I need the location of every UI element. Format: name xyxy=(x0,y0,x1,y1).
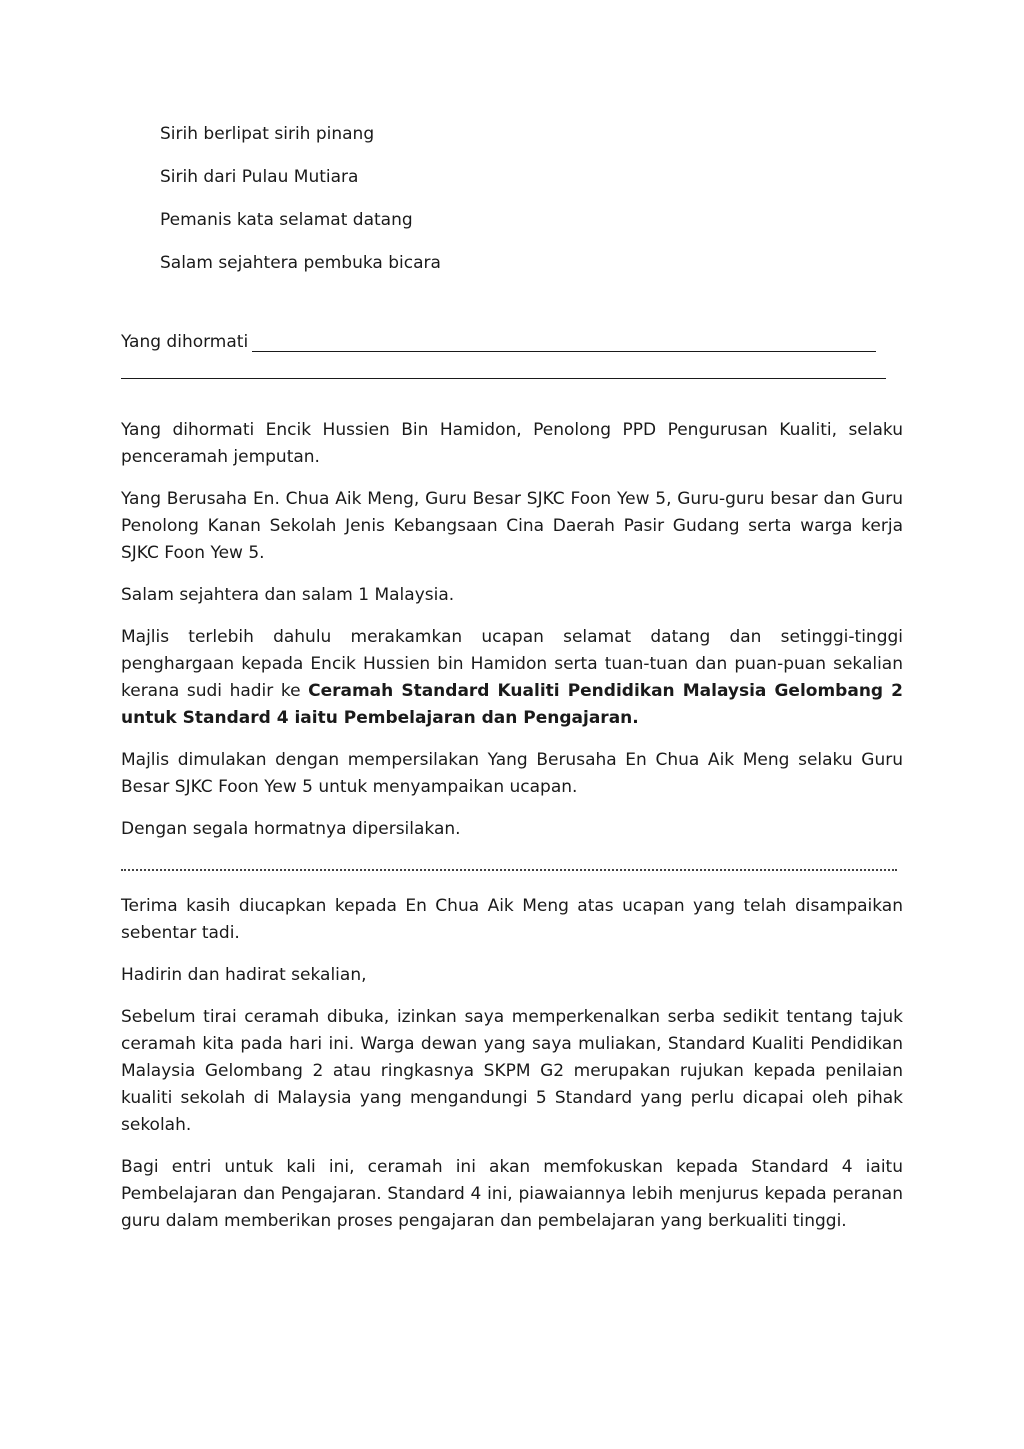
pantun-line-1: Sirih berlipat sirih pinang xyxy=(160,124,375,144)
salutation-label: Yang dihormati xyxy=(121,332,249,352)
paragraph-audience: Hadirin dan hadirat sekalian, xyxy=(121,965,367,985)
paragraph-welcome-title: Ceramah Standard Kualiti Pendidikan Malaysia Gelombang 2 untuk Standard 4 iaitu Pembelajaran dan Pengajaran. xyxy=(121,681,904,728)
salutation-blank-line xyxy=(252,345,876,352)
pantun-line-4: Salam sejahtera pembuka bicara xyxy=(160,253,441,273)
paragraph-greeting: Salam sejahtera dan salam 1 Malaysia. xyxy=(121,585,455,605)
pantun-line-3: Pemanis kata selamat datang xyxy=(160,210,413,230)
paragraph-guest-speaker: Yang dihormati Encik Hussien Bin Hamidon, Penolong PPD Pengurusan Kualiti, selaku penceramah jemputan. xyxy=(121,420,903,467)
pantun-verse xyxy=(160,120,903,292)
paragraph-welcome-text: Majlis terlebih dahulu merakamkan ucapan selamat datang dan setinggi-tinggi penghargaan kepada Encik Hussien bin Hamidon serta tuan-tuan dan puan-puan sekalian kerana sudi hadir ke xyxy=(121,627,903,701)
paragraph-invitation: Majlis dimulakan dengan mempersilakan Yang Berusaha En Chua Aik Meng selaku Guru Besar SJKC Foon Yew 5 untuk menyampaikan ucapan. xyxy=(121,750,903,797)
paragraph-introduction: Sebelum tirai ceramah dibuka, izinkan saya memperkenalkan serba sedikit tentang tajuk ceramah kita pada hari ini. Warga dewan yang saya muliakan, Standard Kualiti Pendidikan Malaysia Gelombang 2 atau ringkasnya SKPM G2 merupakan rujukan kepada penilaian kualiti sekolah di Malaysia yang mengandungi 5 Standard yang perlu dicapai oleh pihak sekolah. xyxy=(121,1007,903,1135)
paragraph-thanks: Terima kasih diucapkan kepada En Chua Aik Meng atas ucapan yang telah disampaikan sebentar tadi. xyxy=(121,896,903,943)
blank-fill-line xyxy=(121,372,886,379)
dotted-separator xyxy=(121,857,897,871)
document-body xyxy=(121,120,903,1235)
salutation-row xyxy=(121,328,903,356)
paragraph-invitation-closing: Dengan segala hormatnya dipersilakan. xyxy=(121,819,461,839)
paragraph-welcome xyxy=(121,624,903,732)
paragraph-standard-4: Bagi entri untuk kali ini, ceramah ini akan memfokuskan kepada Standard 4 iaitu Pembelajaran dan Pengajaran. Standard 4 ini, piawaiannya lebih menjurus kepada peranan guru dalam memberikan proses pengajaran dan pembelajaran yang berkualiti tinggi. xyxy=(121,1157,903,1231)
paragraph-headmaster: Yang Berusaha En. Chua Aik Meng, Guru Besar SJKC Foon Yew 5, Guru-guru besar dan Guru Penolong Kanan Sekolah Jenis Kebangsaan Cina Daerah Pasir Gudang serta warga kerja SJKC Foon Yew 5. xyxy=(121,489,903,563)
pantun-line-2: Sirih dari Pulau Mutiara xyxy=(160,167,359,187)
